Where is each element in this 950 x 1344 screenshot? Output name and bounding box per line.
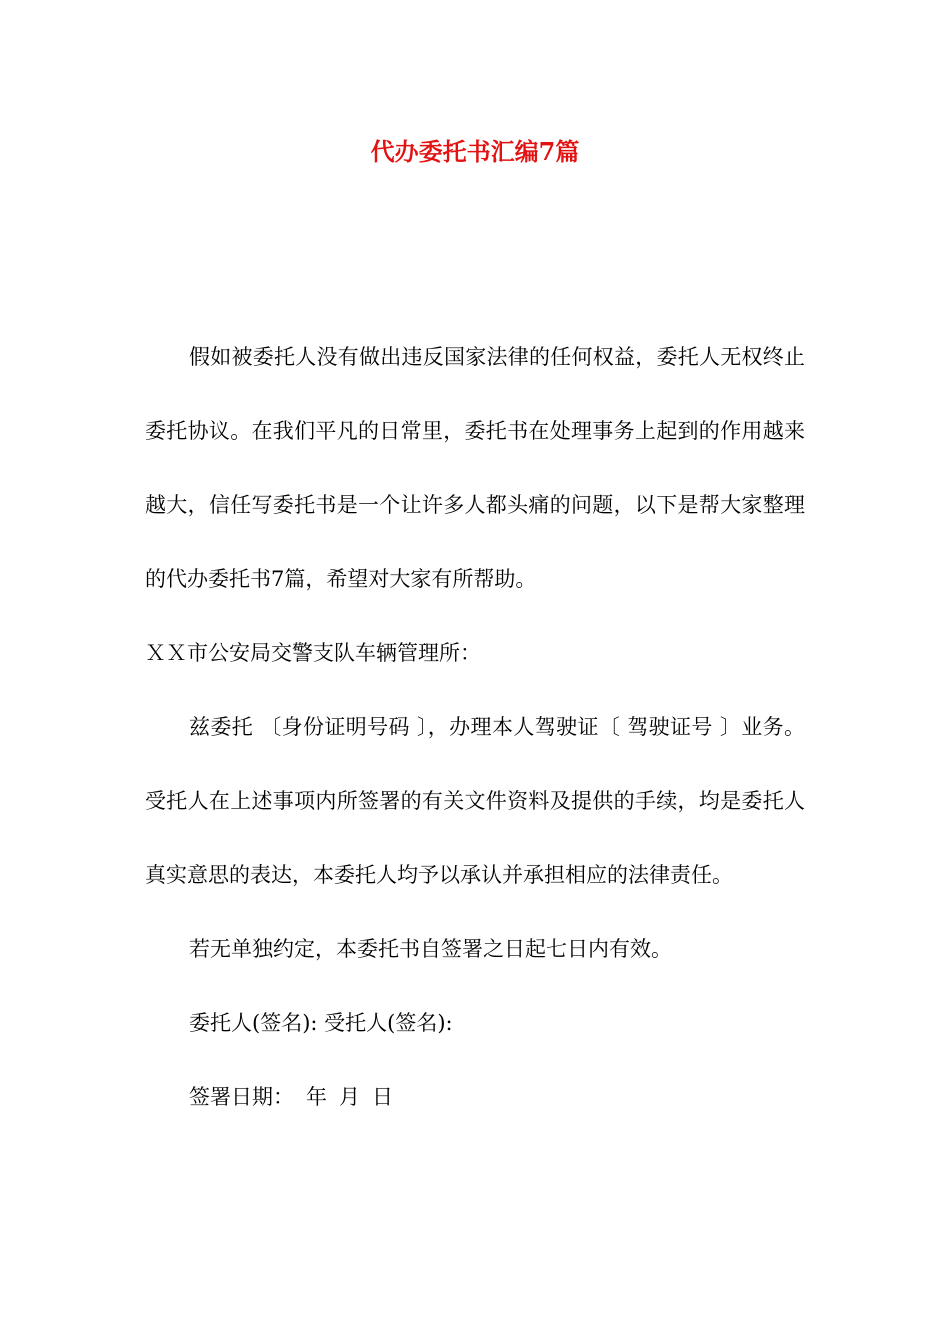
intro-paragraph: 假如被委托人没有做出违反国家法律的任何权益，委托人无权终止委托协议。在我们平凡的日常里，委托书在处理事务上起到的作用越来越大，信任写委托书是一个让许多人都头痛的问题，以下是帮大家整理的代办委托书7篇，希望对大家有所帮助。 [145, 345, 805, 591]
sign-date-label: 签署日期： [189, 1085, 294, 1109]
sign-date-year: 年 [306, 1085, 327, 1109]
addressee-line: ＸＸ市公安局交警支队车辆管理所： [145, 641, 481, 665]
sign-date-day: 日 [372, 1085, 393, 1109]
sign-date-month: 月 [339, 1085, 360, 1109]
document-title: 代办委托书汇编7篇 [370, 137, 580, 166]
document-body [145, 320, 805, 1134]
entrust-paragraph: 兹委托 〔身份证明号码 〕，办理本人驾驶证〔 驾驶证号 〕业务。受托人在上述事项内所签署的有关文件资料及提供的手续，均是委托人真实意思的表达，本委托人均予以承认并承担相应的法律责任。 [145, 715, 805, 887]
signature-line: 委托人(签名): 受托人(签名): [189, 1011, 453, 1035]
validity-paragraph: 若无单独约定，本委托书自签署之日起七日内有效。 [189, 937, 672, 961]
sign-date-line [145, 1060, 805, 1134]
